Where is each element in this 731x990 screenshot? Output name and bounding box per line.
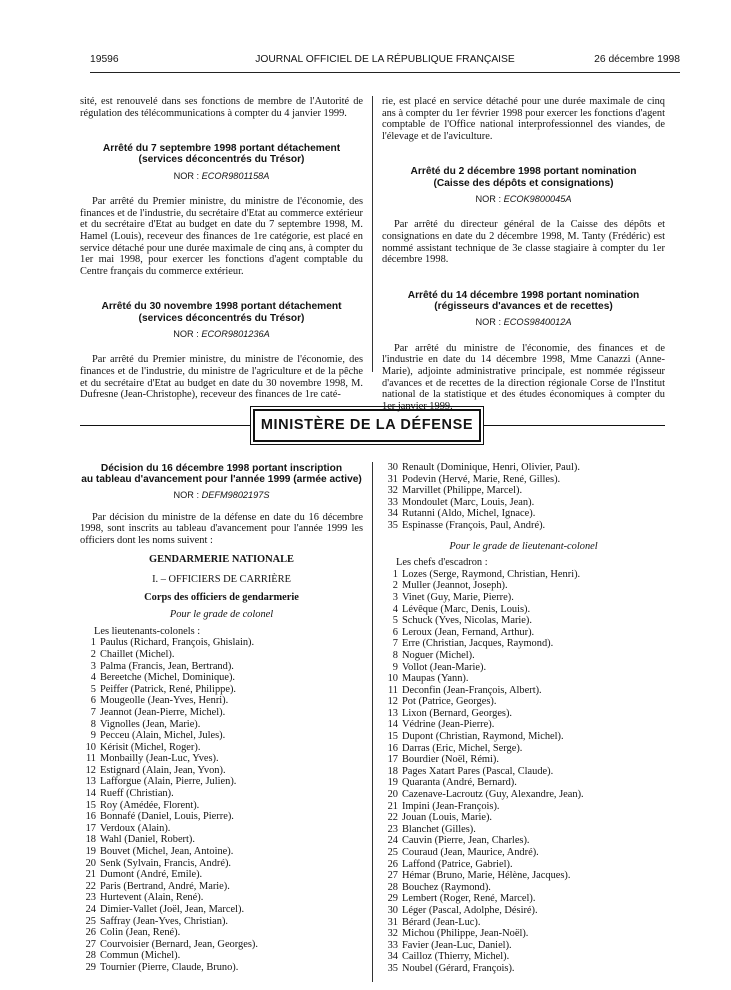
item-number: 16 — [85, 811, 96, 823]
officer-name: Podevin (Hervé, Marie, René, Gilles). — [402, 473, 561, 485]
subsection-heading: I. – OFFICIERS DE CARRIÈRE — [152, 573, 291, 585]
officer-name: Paris (Bertrand, André, Marie). — [100, 880, 230, 892]
item-number: 30 — [387, 462, 398, 473]
item-number: 18 — [387, 765, 398, 777]
item-number: 22 — [85, 880, 96, 892]
list-intro: Les chefs d'escadron : — [396, 557, 488, 569]
item-number: 14 — [387, 719, 398, 731]
nor-reference — [80, 329, 363, 341]
item-number: 33 — [387, 939, 398, 951]
officer-name: Quaranta (André, Bernard). — [402, 777, 517, 789]
list-item — [382, 719, 665, 731]
officer-name: Pages Xatart Pares (Pascal, Claude). — [402, 765, 554, 777]
nor-label: NOR : — [173, 328, 199, 339]
list-item — [382, 708, 665, 720]
nor-code: ECOS9840012A — [503, 317, 572, 328]
list-item — [382, 893, 665, 905]
officer-name: Bonnafé (Daniel, Louis, Pierre). — [100, 811, 234, 823]
list-item — [382, 859, 665, 871]
list-item — [382, 627, 665, 639]
nor-reference — [80, 490, 363, 502]
item-number: 28 — [387, 881, 398, 893]
decision-body: Par décision du ministre de la défense en date du 16 décembre 1998, sont inscrits au tableau d'avancement pour l'année 1999 les officiers dont les noms suivent : — [80, 511, 363, 546]
officer-name: Roy (Amédée, Florent). — [100, 799, 200, 811]
item-number: 18 — [85, 834, 96, 846]
nor-reference — [80, 171, 363, 183]
list-item — [80, 707, 363, 719]
officer-name: Vinet (Guy, Marie, Pierre). — [402, 591, 514, 603]
officer-name: Palma (Francis, Jean, Bertrand). — [100, 660, 234, 672]
article-title-line: (Caisse des dépôts et consignations) — [433, 177, 614, 189]
officer-name: Couraud (Jean, Maurice, André). — [402, 847, 539, 858]
officer-name: Védrine (Jean-Pierre). — [402, 719, 495, 731]
officer-name: Blanchet (Gilles). — [402, 823, 476, 835]
item-number: 28 — [85, 950, 96, 962]
nor-label: NOR : — [475, 317, 502, 328]
officer-name: Mondoulet (Marc, Louis, Jean). — [402, 496, 535, 508]
item-number: 32 — [387, 928, 398, 940]
list-item — [80, 904, 363, 916]
list-item — [80, 719, 363, 731]
top-right-column — [382, 96, 665, 412]
officer-name: Peiffer (Patrick, René, Philippe). — [100, 683, 237, 695]
officer-name: Monbailly (Jean-Luc, Yves). — [100, 753, 219, 765]
item-number: 9 — [90, 730, 96, 742]
item-number: 12 — [387, 696, 398, 708]
decision-title-line: au tableau d'avancement pour l'année 1999 (armée active) — [81, 474, 362, 485]
list-item — [80, 788, 363, 800]
item-number: 26 — [387, 858, 398, 870]
banner-rule-left — [80, 425, 250, 426]
list-item — [382, 824, 665, 836]
officer-name: Muller (Jeannot, Joseph). — [402, 580, 508, 592]
list-item — [80, 950, 363, 962]
list-item — [80, 846, 363, 858]
item-number: 22 — [387, 812, 398, 824]
officer-name: Darras (Eric, Michel, Serge). — [402, 742, 523, 754]
item-number: 7 — [90, 706, 96, 718]
item-number: 30 — [387, 904, 398, 916]
page-number: 19596 — [90, 54, 119, 65]
officer-name: Lévêque (Marc, Denis, Louis). — [402, 603, 531, 615]
item-number: 3 — [90, 660, 96, 672]
list-item — [382, 662, 665, 674]
list-item — [80, 823, 363, 835]
article-title — [382, 290, 665, 312]
item-number: 33 — [387, 496, 398, 508]
header-rule — [90, 72, 680, 73]
officer-name: Bourdier (Noël, Rémi). — [402, 754, 499, 766]
list-item — [382, 940, 665, 952]
officer-name: Léger (Pascal, Adolphe, Désiré). — [402, 904, 538, 916]
list-item — [382, 508, 665, 520]
article-title-line: (services déconcentrés du Trésor) — [138, 154, 305, 166]
item-number: 5 — [392, 615, 398, 627]
list-item — [382, 731, 665, 743]
item-number: 24 — [85, 904, 96, 915]
item-number: 8 — [392, 649, 398, 661]
officer-name: Michou (Philippe, Jean-Noël). — [402, 928, 529, 940]
list-item — [382, 673, 665, 685]
item-number: 17 — [387, 754, 398, 766]
officer-name: Lafforgue (Alain, Pierre, Julien). — [100, 776, 237, 788]
article-body: Par arrêté du Premier ministre, du ministre de l'économie, des finances et de l'industrie, du secrétaire d'Etat au commerce extérieur et du secrétaire d'Etat au budget en date du 7 septembre 1998, M. Hamel (Louis), receveur des finances de 1re catégorie, est placé en service détaché pour une durée maximale de cinq ans, à compter du 1er mai 1998, pour exercer les fonctions d'agent comptable du Centre français du commerce extérieur. — [80, 196, 364, 277]
page-header — [90, 54, 680, 68]
officer-name: Bereetche (Michel, Dominique). — [100, 672, 236, 684]
item-number: 1 — [90, 637, 96, 649]
item-number: 4 — [90, 672, 96, 684]
officer-name: Jeannot (Jean-Pierre, Michel). — [100, 706, 226, 718]
item-number: 23 — [387, 823, 398, 835]
officer-name: Laffond (Patrice, Gabriel). — [402, 858, 513, 870]
decision-title — [80, 463, 363, 485]
officer-name: Hémar (Bruno, Marie, Hélène, Jacques). — [402, 870, 571, 882]
journal-title: JOURNAL OFFICIEL DE LA RÉPUBLIQUE FRANÇAISE — [255, 54, 515, 65]
grade-heading: Pour le grade de lieutenant-colonel — [449, 540, 598, 552]
colonel-list — [80, 637, 363, 973]
item-number: 26 — [85, 927, 96, 939]
officer-name: Favier (Jean-Luc, Daniel). — [402, 939, 512, 951]
item-number: 15 — [85, 799, 96, 811]
grade-heading: Pour le grade de colonel — [169, 609, 274, 621]
item-number: 11 — [85, 753, 96, 765]
officer-name: Dupont (Christian, Raymond, Michel). — [402, 731, 564, 743]
section-heading: GENDARMERIE NATIONALE — [148, 554, 294, 566]
banner-rule-right — [484, 425, 665, 426]
item-number: 3 — [392, 591, 398, 603]
officer-name: Tournier (Pierre, Claude, Bruno). — [100, 961, 239, 973]
item-number: 25 — [85, 915, 96, 927]
item-number: 2 — [90, 648, 96, 660]
list-item — [80, 672, 363, 684]
list-item — [80, 695, 363, 707]
ministry-banner — [253, 409, 481, 442]
officer-name: Vignolles (Jean, Marie). — [100, 718, 201, 730]
list-item — [80, 637, 363, 649]
officer-name: Pot (Patrice, Georges). — [402, 696, 497, 708]
officer-name: Bérard (Jean-Luc). — [402, 916, 481, 928]
column-divider — [372, 462, 373, 982]
officer-name: Maupas (Yann). — [402, 673, 469, 685]
item-number: 19 — [387, 777, 398, 789]
officer-name: Erre (Christian, Jacques, Raymond). — [402, 638, 554, 650]
list-item — [382, 569, 665, 581]
officer-name: Renault (Dominique, Henri, Olivier, Paul). — [402, 462, 580, 473]
item-number: 2 — [392, 580, 398, 592]
item-number: 5 — [90, 683, 96, 695]
officer-name: Saffray (Jean-Yves, Christian). — [100, 915, 229, 927]
nor-label: NOR : — [173, 490, 200, 500]
list-item — [382, 812, 665, 824]
nor-code: ECOK9800045A — [503, 193, 572, 204]
officer-name: Courvoisier (Bernard, Jean, Georges). — [100, 938, 258, 950]
item-number: 15 — [387, 731, 398, 743]
item-number: 8 — [90, 718, 96, 730]
item-number: 14 — [85, 788, 96, 800]
officer-name: Noguer (Michel). — [402, 649, 475, 661]
list-item — [80, 916, 363, 928]
item-number: 19 — [85, 846, 96, 858]
item-number: 35 — [387, 519, 398, 531]
item-number: 12 — [85, 764, 96, 776]
list-item — [80, 811, 363, 823]
list-item — [382, 604, 665, 616]
list-item — [80, 927, 363, 939]
officer-name: Leroux (Jean, Fernand, Arthur). — [402, 626, 535, 638]
officer-name: Rueff (Christian). — [100, 788, 174, 800]
nor-reference — [382, 317, 665, 329]
officer-name: Lixon (Bernard, Georges). — [402, 707, 513, 719]
list-item — [382, 951, 665, 963]
item-number: 23 — [85, 892, 96, 904]
officer-name: Lozes (Serge, Raymond, Christian, Henri). — [402, 568, 581, 580]
list-item — [80, 869, 363, 881]
officer-name: Chaillet (Michel). — [100, 648, 175, 660]
continuation-text: rie, est placé en service détaché pour une durée maximale de cinq ans à compter du 1er février 1998 pour exercer les fonctions d'agent comptable de l'Office national interprofessionnel des viandes, de l'élevage et de l'aviculture. — [382, 96, 665, 142]
article-body: Par arrêté du ministre de l'économie, des finances et de l'industrie en date du 14 décembre 1998, Mme Canazzi (Anne-Marie), adjointe administrative principale, est nommée régisseur d'avances et de recettes de la direction régionale Corse de l'Institut national de la statistique et des études économiques à compter du 1er janvier 1999. — [382, 342, 665, 412]
list-item — [80, 962, 363, 974]
officer-name: Verdoux (Alain). — [100, 822, 171, 834]
list-item — [382, 928, 665, 940]
item-number: 9 — [392, 661, 398, 673]
officer-name: Paulus (Richard, François, Ghislain). — [100, 637, 255, 649]
list-item — [382, 650, 665, 662]
nor-code: DEFM9802197S — [201, 490, 270, 500]
list-item — [80, 776, 363, 788]
item-number: 1 — [392, 568, 398, 580]
officer-name: Cazenave-Lacroutz (Guy, Alexandre, Jean). — [402, 789, 584, 801]
officer-name: Commun (Michel). — [100, 950, 181, 962]
officer-name: Dumont (André, Emile). — [100, 869, 203, 881]
list-item — [382, 766, 665, 778]
item-number: 29 — [85, 961, 96, 973]
article-body: Par arrêté du Premier ministre, du ministre de l'économie, des finances et de l'industrie, du ministre de l'agriculture et de la pêche et du secrétaire d'Etat au budget en date du 30 novembre 1998, M. Dufresne (Jean-Christophe), receveur des finances de 1re caté- — [80, 354, 363, 401]
list-item — [382, 497, 665, 509]
list-item — [382, 847, 665, 859]
list-item — [80, 649, 363, 661]
item-number: 10 — [387, 673, 398, 685]
item-number: 32 — [387, 485, 398, 497]
colonel-list-continued — [382, 462, 665, 532]
list-item — [80, 881, 363, 893]
list-item — [382, 474, 665, 486]
corps-heading: Corps des officiers de gendarmerie — [144, 591, 299, 603]
list-item — [382, 870, 665, 882]
continuation-text: sité, est renouvelé dans ses fonctions de membre de l'Autorité de régulation des télécommunications à compter du 4 janvier 1999. — [80, 96, 363, 119]
article-title — [382, 166, 665, 188]
item-number: 27 — [85, 938, 96, 950]
list-item — [80, 765, 363, 777]
officer-name: Senk (Sylvain, Francis, André). — [100, 857, 232, 869]
article-body: Par arrêté du directeur général de la Caisse des dépôts et consignations en date du 2 décembre 1998, M. Tanty (Frédéric) est nommé assistant technique de 3e classe stagiaire à compter du 1er décembre 1998. — [382, 219, 665, 266]
list-item — [382, 638, 665, 650]
item-number: 21 — [387, 800, 398, 812]
officer-name: Schuck (Yves, Nicolas, Marie). — [402, 615, 532, 627]
officer-name: Deconfin (Jean-François, Albert). — [402, 684, 542, 696]
officer-name: Jouan (Louis, Marie). — [402, 812, 493, 824]
item-number: 29 — [387, 893, 398, 905]
article-title-line: Arrêté du 30 novembre 1998 portant détachement — [101, 301, 342, 313]
officer-name: Mougeolle (Jean-Yves, Henri). — [100, 695, 229, 707]
item-number: 25 — [387, 847, 398, 858]
list-item — [382, 835, 665, 847]
list-item — [80, 800, 363, 812]
list-item — [80, 892, 363, 904]
list-item — [382, 615, 665, 627]
item-number: 20 — [85, 857, 96, 869]
item-number: 34 — [387, 508, 398, 520]
item-number: 4 — [392, 603, 398, 615]
list-item — [382, 801, 665, 813]
item-number: 35 — [387, 962, 398, 974]
officer-name: Cailloz (Thierry, Michel). — [402, 951, 510, 963]
list-item — [382, 685, 665, 697]
officer-name: Colin (Jean, René). — [100, 927, 181, 939]
officer-name: Wahl (Daniel, Robert). — [100, 834, 195, 846]
list-item — [382, 754, 665, 766]
article-title-line: Arrêté du 2 décembre 1998 portant nomination — [410, 166, 637, 178]
officer-name: Bouvet (Michel, Jean, Antoine). — [100, 846, 234, 858]
bottom-left-column — [80, 463, 363, 974]
officer-name: Dimier-Vallet (Joël, Jean, Marcel). — [100, 904, 245, 915]
item-number: 24 — [387, 835, 398, 847]
officer-name: Kérisit (Michel, Roger). — [100, 741, 201, 753]
list-item — [382, 789, 665, 801]
list-item — [80, 742, 363, 754]
officer-name: Lembert (Roger, René, Marcel). — [402, 893, 536, 905]
list-item — [382, 963, 665, 975]
issue-date: 26 décembre 1998 — [594, 54, 680, 65]
list-item — [382, 520, 665, 532]
list-item — [382, 905, 665, 917]
item-number: 11 — [387, 684, 398, 696]
list-item — [80, 939, 363, 951]
list-item — [382, 917, 665, 929]
officer-name: Noubel (Gérard, François). — [402, 962, 515, 974]
bottom-right-column — [382, 462, 665, 975]
item-number: 6 — [90, 695, 96, 707]
item-number: 27 — [387, 870, 398, 882]
list-item — [382, 485, 665, 497]
officer-name: Bouchez (Raymond). — [402, 881, 491, 893]
officer-name: Vollot (Jean-Marie). — [402, 661, 487, 673]
item-number: 31 — [387, 916, 398, 928]
list-item — [382, 592, 665, 604]
item-number: 6 — [392, 626, 398, 638]
column-divider — [372, 96, 373, 372]
list-item — [382, 462, 665, 474]
list-item — [80, 730, 363, 742]
item-number: 7 — [392, 638, 398, 650]
list-item — [382, 743, 665, 755]
list-item — [382, 696, 665, 708]
list-item — [80, 661, 363, 673]
list-intro: Les lieutenants-colonels : — [94, 625, 201, 637]
nor-code: ECOR9801236A — [201, 328, 270, 339]
item-number: 34 — [387, 951, 398, 963]
list-item — [80, 834, 363, 846]
item-number: 10 — [85, 741, 96, 753]
list-item — [80, 684, 363, 696]
officer-name: Rutanni (Aldo, Michel, Ignace). — [402, 508, 536, 520]
list-item — [382, 580, 665, 592]
list-item — [80, 858, 363, 870]
article-title — [80, 301, 363, 323]
item-number: 31 — [387, 473, 398, 485]
ministry-title: MINISTÈRE DE LA DÉFENSE — [260, 417, 474, 433]
officer-name: Cauvin (Pierre, Jean, Charles). — [402, 835, 530, 847]
list-item — [382, 882, 665, 894]
officer-name: Espinasse (François, Paul, André). — [402, 519, 546, 531]
nor-label: NOR : — [475, 193, 502, 204]
list-item — [80, 753, 363, 765]
officer-name: Estignard (Alain, Jean, Yvon). — [100, 764, 226, 776]
officer-name: Pecceu (Alain, Michel, Jules). — [100, 730, 226, 742]
top-left-column — [80, 96, 363, 401]
item-number: 13 — [387, 707, 398, 719]
article-title-line: Arrêté du 14 décembre 1998 portant nomination — [407, 289, 640, 301]
article-title-line: (services déconcentrés du Trésor) — [138, 312, 305, 324]
item-number: 21 — [85, 869, 96, 881]
list-item — [382, 777, 665, 789]
article-title-line: Arrêté du 7 septembre 1998 portant détachement — [102, 143, 341, 155]
decision-title-line: Décision du 16 décembre 1998 portant inscription — [100, 463, 343, 474]
nor-label: NOR : — [173, 170, 200, 181]
item-number: 16 — [387, 742, 398, 754]
nor-code: ECOR9801158A — [201, 170, 270, 181]
lieutenant-colonel-list — [382, 569, 665, 975]
item-number: 17 — [85, 822, 96, 834]
item-number: 20 — [387, 789, 398, 801]
officer-name: Impini (Jean-François). — [402, 800, 500, 812]
item-number: 13 — [85, 776, 96, 788]
nor-reference — [382, 194, 665, 206]
officer-name: Marvillet (Philippe, Marcel). — [402, 485, 523, 497]
officer-name: Hurtevent (Alain, René). — [100, 892, 204, 904]
article-title — [80, 143, 363, 165]
article-title-line: (régisseurs d'avances et de recettes) — [434, 300, 613, 312]
